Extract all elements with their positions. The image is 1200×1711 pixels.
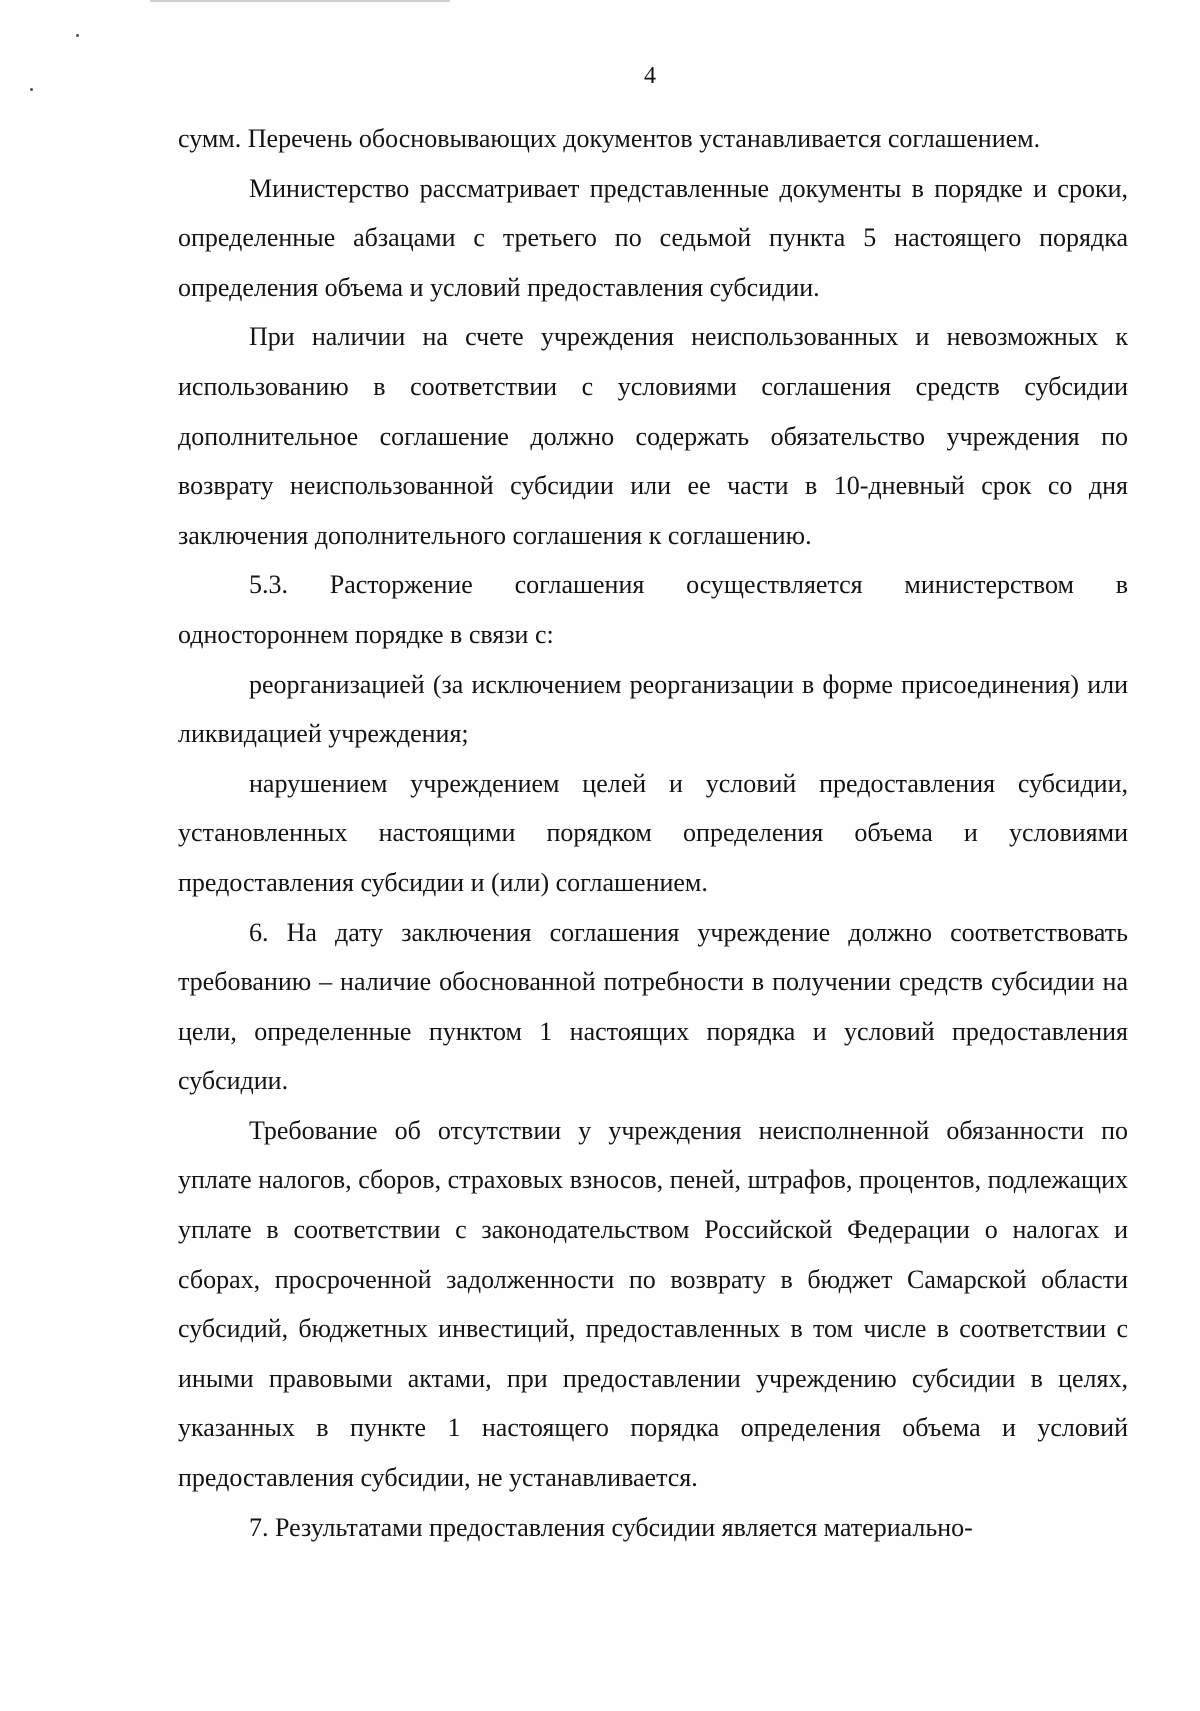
- paragraph-reorganization: реорганизацией (за исключением реорганизации в форме присоединения) или ликвидацией учреждения;: [178, 669, 1128, 749]
- paragraph-tax-requirement: Требование об отсутствии у учреждения неисполненной обязанности по уплате налогов, сборов, страховых взносов, пеней, штрафов, процентов, подлежащих уплате в соответствии с законодательством Российской Федерации о налогах и сборах, просроченной задолженности по возврату в бюджет Самарской области субсидий, бюджетных инвестиций, предоставленных в том числе в соответствии с иными правовыми актами, при предоставлении учреждению субсидии в целях, указанных в пункте 1 настоящего порядка определения объема и условий предоставления субсидии, не устанавливается.: [178, 1115, 1128, 1493]
- paragraph-review: Министерство рассматривает представленные документы в порядке и сроки, определенные абзацами с третьего по седьмой пункта 5 настоящего порядка определения объема и условий предоставления субсидии.: [178, 173, 1128, 302]
- paragraph-violation: нарушением учреждением целей и условий предоставления субсидии, установленных настоящими порядком определения объема и условиями предоставления субсидии и (или) соглашением.: [178, 768, 1128, 897]
- paragraph-unused-funds: При наличии на счете учреждения неиспользованных и невозможных к использованию в соответствии с условиями соглашения средств субсидии дополнительное соглашение должно содержать обязательство учреждения по возврату неиспользованной субсидии или ее части в 10-дневный срок со дня заключения дополнительного соглашения к соглашению.: [178, 322, 1128, 550]
- paragraph-continuation: сумм. Перечень обосновывающих документов устанавливается соглашением.: [178, 124, 1041, 153]
- scan-top-edge: [150, 0, 450, 2]
- document-body: [178, 114, 1128, 1552]
- paragraph-5-3-termination: 5.3. Расторжение соглашения осуществляется министерством в одностороннем порядке в связи с:: [178, 570, 1128, 649]
- paragraph-7-results: 7. Результатами предоставления субсидии является материально-: [249, 1512, 973, 1542]
- scan-speck: [76, 34, 79, 37]
- page-number: 4: [644, 63, 656, 89]
- paragraph-6-requirement: 6. На дату заключения соглашения учреждение должно соответствовать требованию – наличие обоснованной потребности в получении средств субсидии на цели, определенные пунктом 1 настоящих порядка и условий предоставления субсидии.: [178, 917, 1128, 1096]
